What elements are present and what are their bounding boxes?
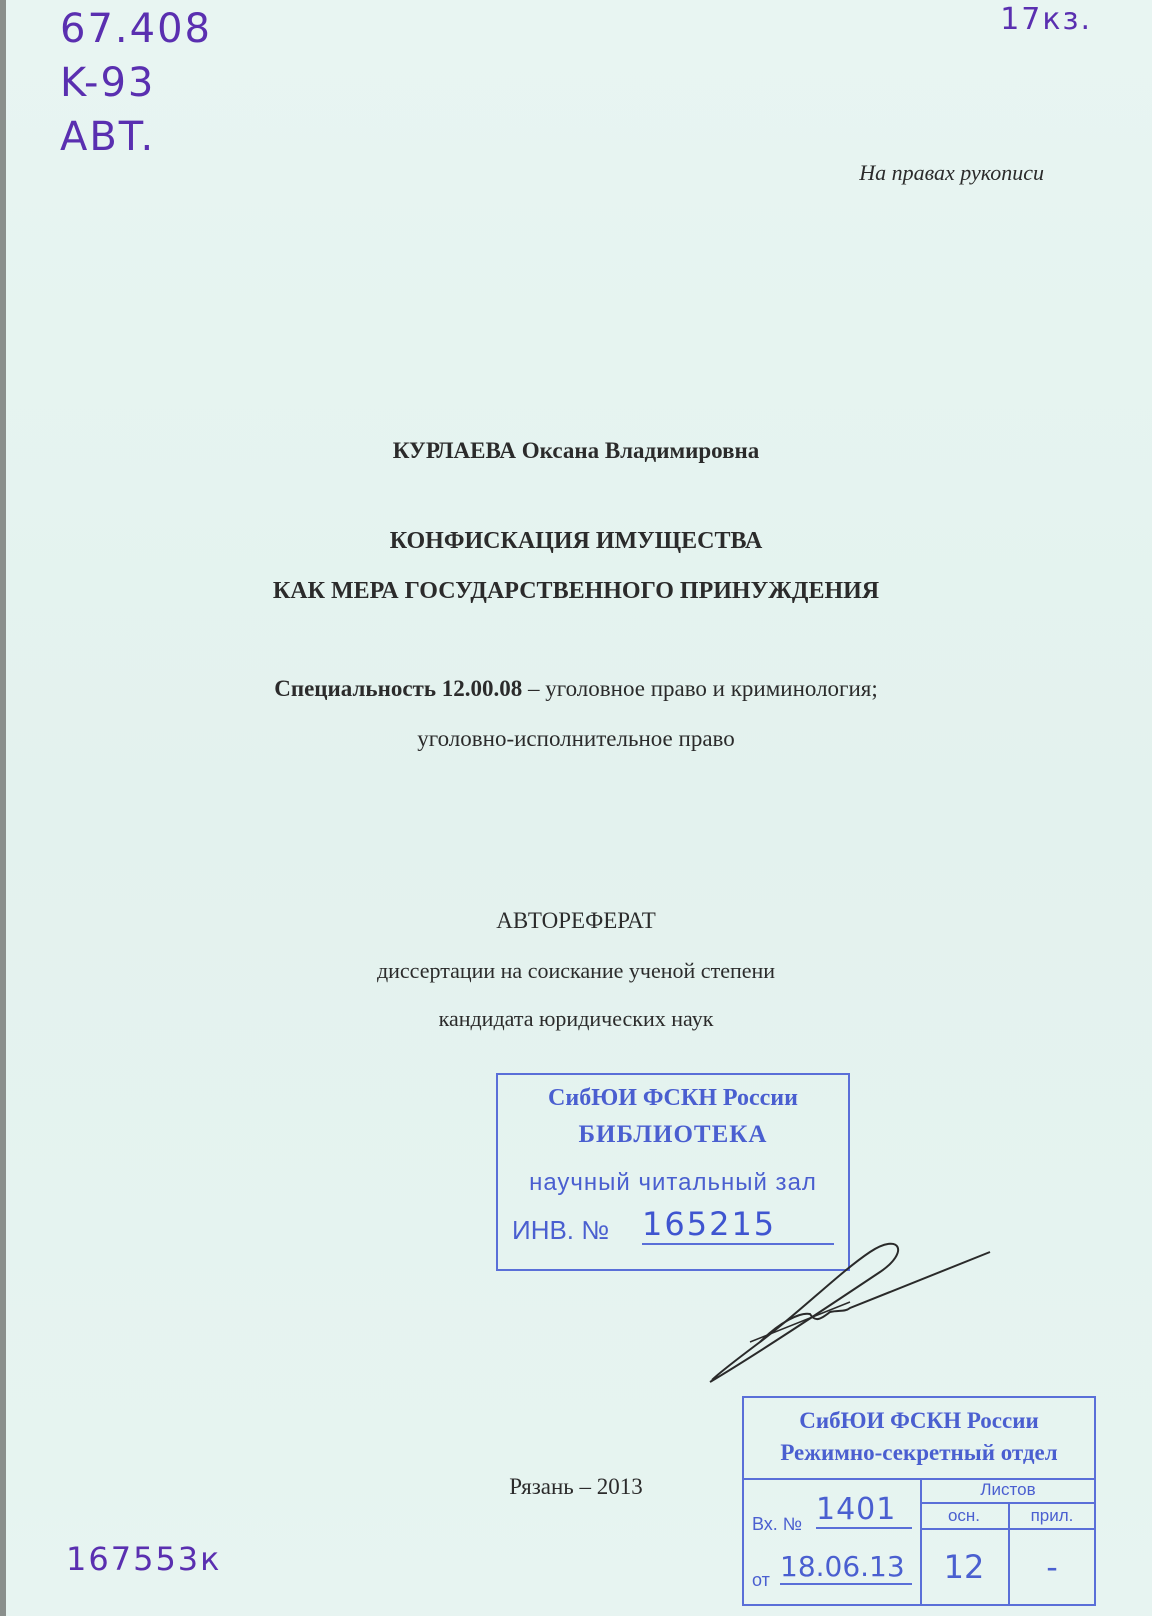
date-value: 18.06.13 <box>780 1550 912 1585</box>
handwritten-classification <box>60 2 260 164</box>
abstract-line-1: диссертации на соискание ученой степени <box>376 958 776 983</box>
incoming-number-label: Вх. № <box>752 1514 803 1534</box>
library-stamp-hall: научный читальный зал <box>529 1169 817 1196</box>
attach-sheets-value: - <box>1046 1548 1058 1586</box>
secret-stamp-institution: СибЮИ ФСКН России <box>799 1408 1039 1433</box>
city-year: Рязань – 2013 <box>509 1474 643 1499</box>
secret-dept-stamp <box>742 1396 1096 1606</box>
library-stamp-inv-number: 165215 <box>642 1205 834 1245</box>
stamp-divider <box>920 1528 1096 1530</box>
handwritten-line: ABT. <box>60 114 156 160</box>
specialty-text: – уголовное право и криминология; <box>522 676 878 701</box>
specialty-code: Специальность 12.00.08 <box>274 676 523 701</box>
secret-stamp-department: Режимно-секретный отдел <box>780 1440 1058 1465</box>
title-line-1: КОНФИСКАЦИЯ ИМУЩЕСТВА <box>389 528 763 554</box>
signature <box>700 1232 1000 1392</box>
main-sheets-value: 12 <box>943 1548 985 1586</box>
specialty-line-1 <box>0 676 1152 702</box>
abstract-line-2: кандидата юридических наук <box>438 1006 714 1031</box>
handwritten-copies-note: 17кз. <box>1000 2 1092 37</box>
sheets-label: Листов <box>980 1480 1036 1499</box>
main-sheets-label: осн. <box>947 1506 981 1525</box>
rights-note: На правах рукописи <box>859 160 1044 185</box>
specialty-line-2: уголовно-исполнительное право <box>417 726 735 751</box>
author-name: КУРЛАЕВА Оксана Владимировна <box>392 438 760 463</box>
library-stamp-institution: СибЮИ ФСКН России <box>548 1085 798 1111</box>
attach-sheets-label: прил. <box>1030 1506 1074 1525</box>
abstract-heading: АВТОРЕФЕРАТ <box>496 908 656 933</box>
handwritten-line: K-93 <box>60 60 156 106</box>
handwritten-inventory-number: 167553к <box>66 1540 222 1578</box>
library-stamp-library: БИБЛИОТЕКА <box>578 1121 768 1148</box>
stamp-divider <box>920 1502 1096 1504</box>
incoming-number-value: 1401 <box>816 1492 912 1529</box>
library-stamp-inv-label: ИНВ. № <box>512 1215 610 1245</box>
title-line-2: КАК МЕРА ГОСУДАРСТВЕННОГО ПРИНУЖДЕНИЯ <box>272 578 880 604</box>
handwritten-line: 67.408 <box>60 6 212 52</box>
date-label: от <box>752 1570 770 1590</box>
scan-edge <box>0 0 6 1616</box>
